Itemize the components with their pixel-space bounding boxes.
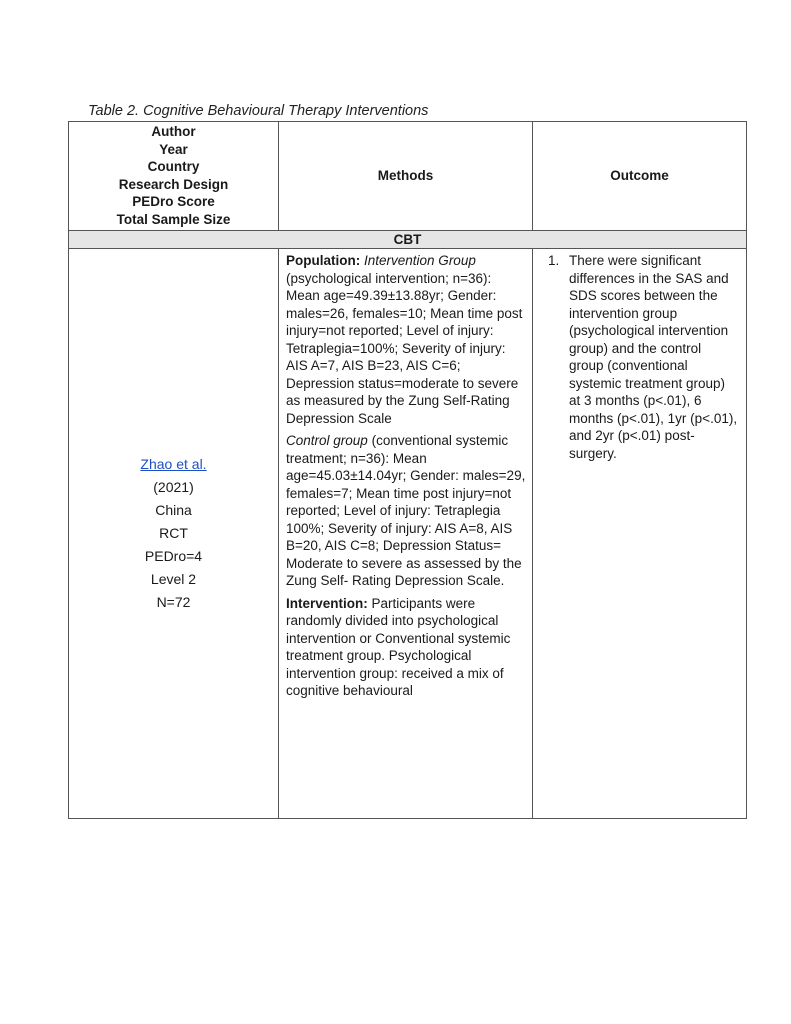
evidence-table [68,121,747,819]
intervention-group-label: Intervention Group [364,253,476,269]
study-level: Level 2 [150,571,197,588]
header-year: Year [159,141,188,157]
control-text: (conventional systemic treatment; n=36): Mean age=45.03±14.04yr; Gender: males=29, females=7; Mean time post injury=not reported; Level of injury: Tetraplegia 100%; Severity of injury: AIS A=8, AIS B=20, AIS C=8; Depression Status= Moderate to severe as assessed by the Zung Self- Rating Depression Scale. [286,433,526,589]
methods-column-header: Methods [279,122,533,231]
outcome-cell [533,249,747,819]
control-paragraph [286,432,526,590]
section-row [69,230,747,249]
intervention-label: Intervention: [286,595,368,611]
header-author: Author [151,124,196,139]
study-design: RCT [159,525,188,542]
header-total-sample-size: Total Sample Size [116,211,231,227]
study-year: (2021) [153,479,194,496]
outcome-column-header: Outcome [533,122,747,231]
study-sample-size: N=72 [156,594,191,611]
study-info-cell [69,249,279,819]
header-country: Country [147,159,200,175]
intervention-paragraph [286,595,526,700]
outcome-item: 1. There were significant differences in the SAS and SDS scores between the intervention group (psychological intervention group) and the control group (conventional systemic treatment group) at 3 months (p<.01), 6 months (p<.01), 1yr (p<.01), and 2yr (p<.01) post-surgery. [563,252,738,462]
header-research-design: Research Design [118,176,229,192]
header-row [69,122,747,231]
population-text: (psychological intervention; n=36): Mean age=49.39±13.88yr; Gender: males=26, females=10; Mean time post injury=not reported; Level of injury: Tetraplegia=100%; Severity of injury: AIS A=7, AIS B=23, AIS C=6; Depression status=moderate to severe as measured by the Zung Self-Rating Depression Scale [286,270,523,426]
study-country: China [155,502,192,519]
control-group-label: Control group [286,433,368,449]
study-pedro: PEDro=4 [144,548,203,565]
population-label: Population: [286,253,361,269]
author-link[interactable]: Zhao et al. [140,456,207,473]
outcome-list [539,252,738,462]
table-caption: Table 2. Cognitive Behavioural Therapy Interventions [88,103,429,119]
section-label: CBT [69,230,747,249]
author-column-header [69,122,279,231]
header-pedro-score: PEDro Score [132,194,215,210]
methods-cell [279,249,533,819]
population-paragraph [286,252,526,427]
table-row [69,249,747,819]
intervention-text: Participants were randomly divided into psychological intervention or Conventional systemic treatment group. Psychological intervention group: received a mix of cognitive behavioural [286,595,511,699]
